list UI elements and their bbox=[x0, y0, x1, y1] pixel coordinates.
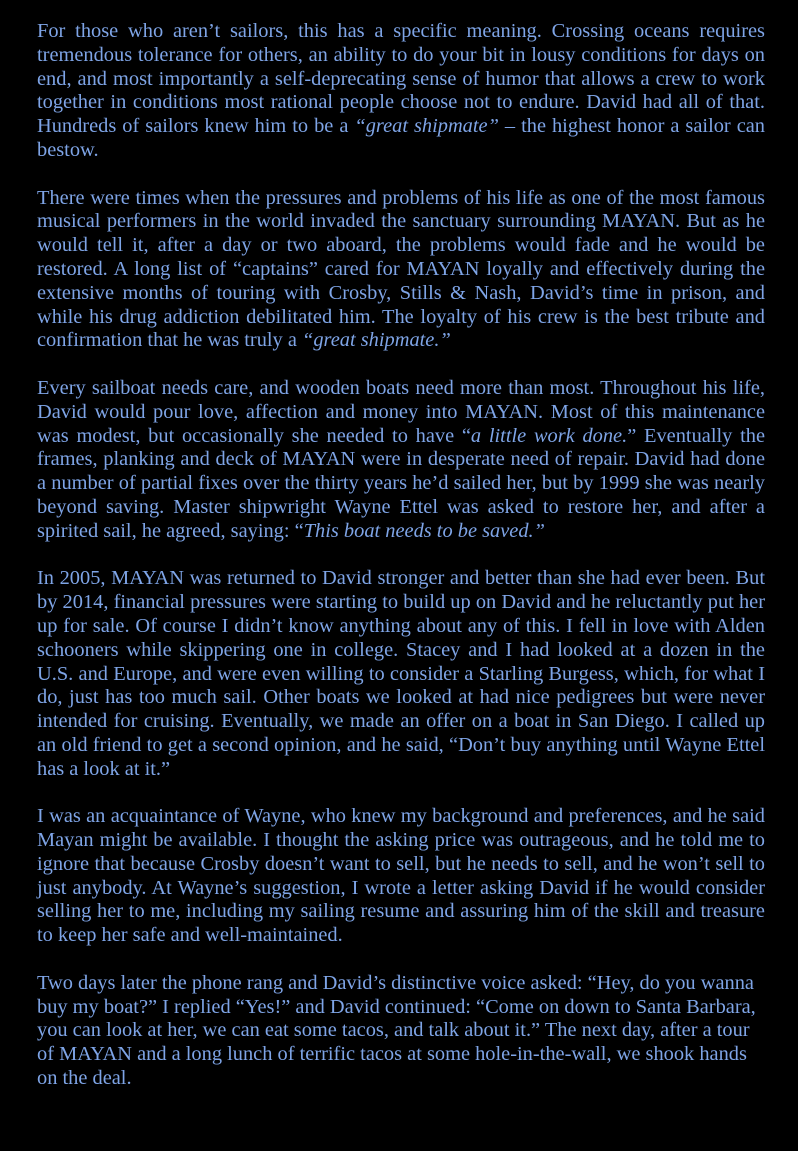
paragraph-6 bbox=[37, 972, 765, 1091]
text-run: – the highest honor a sailor can bestow. bbox=[37, 115, 765, 161]
italic-text-run: a little work done. bbox=[470, 424, 628, 447]
paragraph-1 bbox=[37, 20, 765, 163]
italic-text-run: This boat needs to be saved.” bbox=[303, 519, 545, 542]
text-run: In 2005, MAYAN was returned to David stronger and better than she had ever been. But by 2014, financial pressures were starting to build up on David and he reluctantly put her up for sale. Of course I didn’t know anything about any of this. I fell in love with Alden schooners while skippering one in college. Stacey and I had looked at a dozen in the U.S. and Europe, and were even willing to consider a Starling Burgess, which, for what I do, just has too much sail. Other boats we looked at had nice pedigrees but were never intended for cruising. Eventually, we made an offer on a boat in San Diego. I called up an old friend to get a second opinion, and he said, “Don’t buy anything until Wayne Ettel has a look at it.” bbox=[37, 567, 765, 780]
paragraph-2 bbox=[37, 187, 765, 354]
document-body bbox=[37, 20, 765, 1115]
italic-text-run: “great shipmate.” bbox=[302, 329, 451, 352]
text-run: For those who aren’t sailors, this has a specific meaning. Crossing oceans requires tremendous tolerance for others, an ability to do your bit in lousy conditions for days on end, and most importantly a self-deprecating sense of humor that allows a crew to work together in conditions most rational people choose not to endure. David had all of that. Hundreds of sailors knew him to be a bbox=[37, 20, 765, 138]
paragraph-3 bbox=[37, 377, 765, 544]
text-run: ” Eventually the frames, planking and deck of MAYAN were in desperate need of repair. David had done a number of partial fixes over the thirty years he’d sailed her, but by 1999 she was nearly beyond saving. Master shipwright Wayne Ettel was asked to restore her, and after a spirited sail, he agreed, saying: “ bbox=[37, 424, 765, 542]
paragraph-5 bbox=[37, 805, 765, 948]
text-run: I was an acquaintance of Wayne, who knew my background and preferences, and he said Mayan might be available. I thought the asking price was outrageous, and he told me to ignore that because Crosby doesn’t want to sell, but he needs to sell, and he won’t sell to just anybody. At Wayne’s suggestion, I wrote a letter asking David if he would consider selling her to me, including my sailing resume and assuring him of the skill and treasure to keep her safe and well-maintained. bbox=[37, 805, 765, 947]
text-run: There were times when the pressures and problems of his life as one of the most famous musical performers in the world invaded the sanctuary surrounding MAYAN. But as he would tell it, after a day or two aboard, the problems would fade and he would be restored. A long list of “captains” cared for MAYAN loyally and effectively during the extensive months of touring with Crosby, Stills & Nash, David’s time in prison, and while his drug addiction debilitated him. The loyalty of his crew is the best tribute and confirmation that he was truly a bbox=[37, 186, 765, 352]
text-run: Every sailboat needs care, and wooden boats need more than most. Throughout his life, David would pour love, affection and money into MAYAN. Most of this maintenance was modest, but occasionally she needed to have “ bbox=[37, 376, 765, 447]
paragraph-4 bbox=[37, 567, 765, 781]
italic-text-run: “great shipmate” bbox=[354, 115, 499, 138]
text-run: Two days later the phone rang and David’s distinctive voice asked: “Hey, do you wanna buy my boat?” I replied “Yes!” and David continued: “Come on down to Santa Barbara, you can look at her, we can eat some tacos, and talk about it.” The next day, after a tour of MAYAN and a long lunch of terrific tacos at some hole-in-the-wall, we shook hands on the deal. bbox=[37, 971, 756, 1090]
